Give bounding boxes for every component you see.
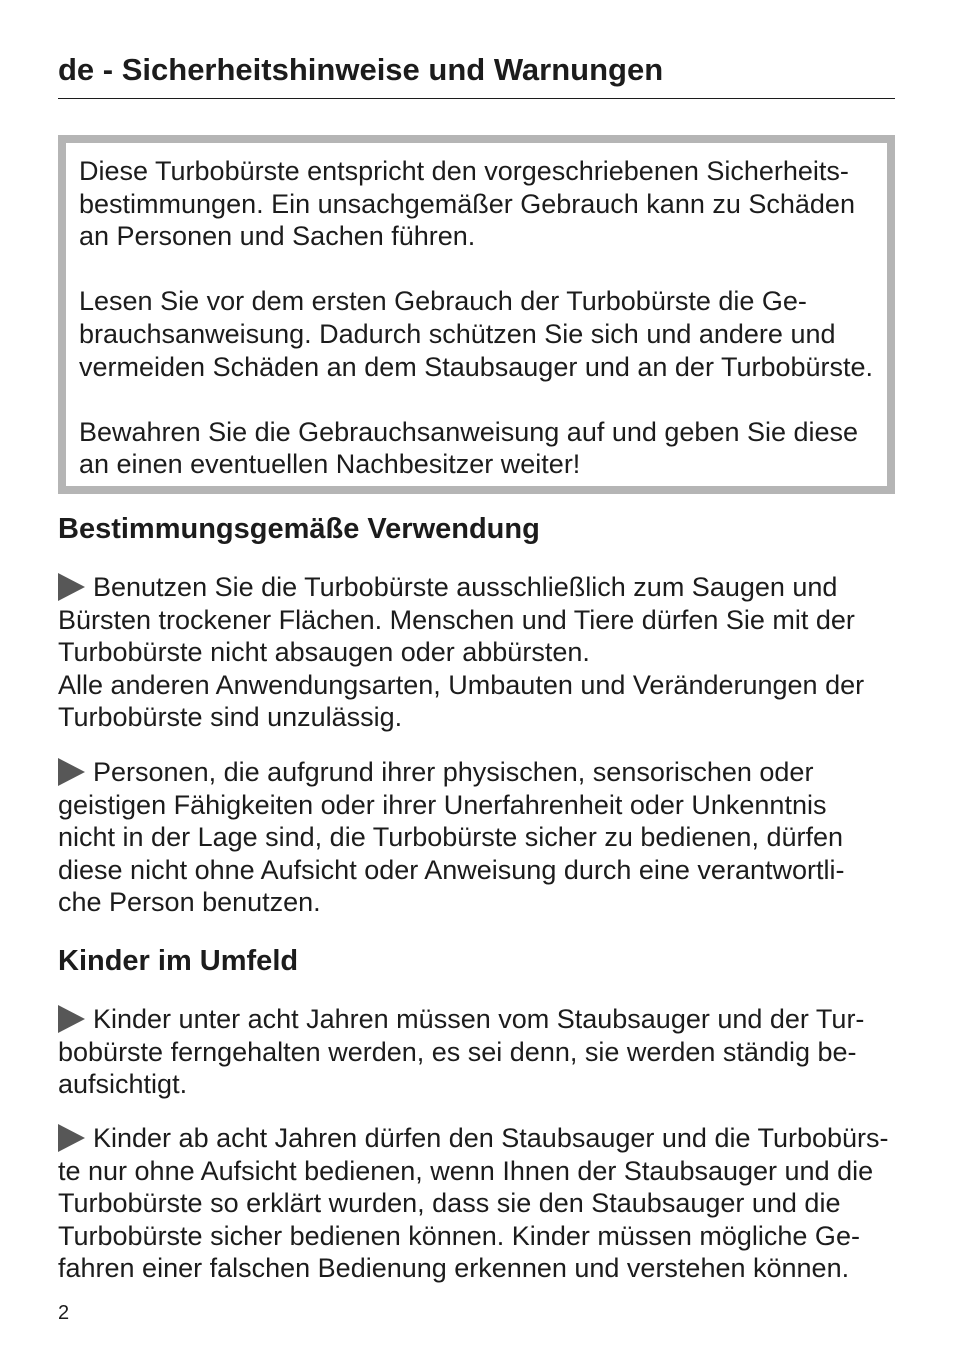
text-line: an einen eventuellen Nachbesitzer weiter!: [79, 449, 581, 480]
page-title: de - Sicherheitshinweise und Warnungen: [58, 52, 664, 87]
text-line: [58, 756, 895, 789]
notice-paragraph: [79, 416, 874, 481]
notice-paragraph: [79, 155, 874, 253]
text-line: brauchsanweisung. Dadurch schützen Sie sich und andere und: [79, 318, 836, 349]
text-line: Turbobürste sicher bedienen können. Kinder müssen mögliche Ge-: [58, 1220, 860, 1251]
text-line: Lesen Sie vor dem ersten Gebrauch der Turbobürste die Ge-: [79, 286, 807, 317]
triangle-bullet-icon: [58, 758, 85, 786]
text-line: an Personen und Sachen führen.: [79, 221, 476, 252]
text-line: Turbobürste sind unzulässig.: [58, 702, 403, 733]
safety-item: [58, 1122, 895, 1285]
section-heading-intended-use: Bestimmungsgemäße Verwendung: [58, 513, 540, 545]
text-line: vermeiden Schäden an dem Staubsauger und an der Turbobürste.: [79, 351, 874, 382]
text-line: fahren einer falschen Bedienung erkennen und verstehen können.: [58, 1253, 850, 1284]
triangle-bullet-icon: [58, 573, 85, 601]
text-line: Diese Turbobürste entspricht den vorgeschriebenen Sicherheits-: [79, 156, 849, 186]
text-line: Turbobürste nicht absaugen oder abbürsten.: [58, 637, 590, 668]
notice-paragraph: [79, 285, 874, 383]
text-line-content: Kinder unter acht Jahren müssen vom Staubsauger und der Tur-: [93, 1004, 865, 1034]
page-header: [58, 50, 895, 99]
triangle-bullet-icon: [58, 1005, 85, 1033]
text-line-content: Kinder ab acht Jahren dürfen den Staubsauger und die Turbobürs-: [93, 1123, 889, 1153]
text-line: te nur ohne Aufsicht bedienen, wenn Ihnen der Staubsauger und die: [58, 1155, 874, 1186]
safety-item: [58, 1003, 895, 1101]
text-line: [58, 1122, 895, 1155]
safety-item: [58, 756, 895, 919]
text-line-content: Benutzen Sie die Turbobürste ausschließlich zum Saugen und: [93, 572, 838, 602]
text-line: nicht in der Lage sind, die Turbobürste sicher zu bedienen, dürfen: [58, 822, 844, 853]
text-line: Turbobürste so erklärt wurden, dass sie den Staubsauger und die: [58, 1188, 841, 1219]
text-line: Alle anderen Anwendungsarten, Umbauten und Veränderungen der: [58, 669, 865, 700]
text-line: aufsichtigt.: [58, 1069, 188, 1100]
text-line: geistigen Fähigkeiten oder ihrer Unerfahrenheit oder Unkenntnis: [58, 789, 827, 820]
text-line: [58, 1003, 895, 1036]
safety-item: [58, 571, 895, 734]
page-number: 2: [58, 1302, 70, 1324]
text-line: Bewahren Sie die Gebrauchsanweisung auf und geben Sie diese: [79, 416, 859, 447]
text-line: Bürsten trockener Flächen. Menschen und Tiere dürfen Sie mit der: [58, 604, 855, 635]
text-line: diese nicht ohne Aufsicht oder Anweisung durch eine verantwortli-: [58, 854, 845, 885]
safety-notice-box: [58, 135, 895, 494]
text-line: che Person benutzen.: [58, 887, 321, 918]
text-line: bobürste ferngehalten werden, es sei denn, sie werden ständig be-: [58, 1036, 857, 1067]
section-heading-children: Kinder im Umfeld: [58, 945, 299, 977]
text-line: [58, 571, 895, 604]
triangle-bullet-icon: [58, 1124, 85, 1152]
text-line: bestimmungen. Ein unsachgemäßer Gebrauch kann zu Schäden: [79, 188, 855, 219]
text-line-content: Personen, die aufgrund ihrer physischen, sensorischen oder: [93, 757, 814, 787]
